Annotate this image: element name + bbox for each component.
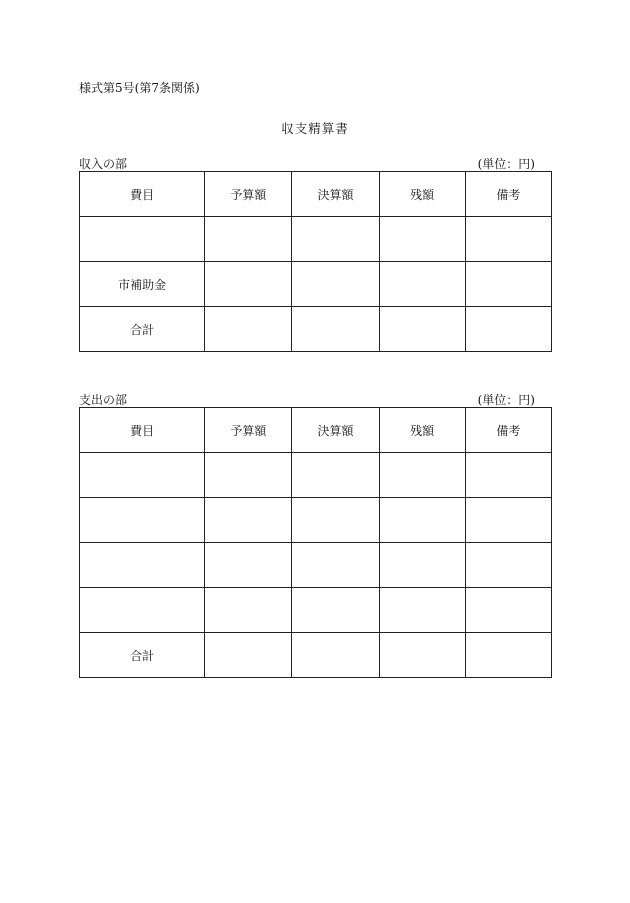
expense-row xyxy=(80,453,552,498)
expense-cell-budget[interactable] xyxy=(205,633,292,678)
expense-cell-budget[interactable] xyxy=(205,588,292,633)
income-cell-balance[interactable] xyxy=(379,217,465,262)
income-unit-label: (単位：円) xyxy=(477,157,535,171)
expense-cell-settlement[interactable] xyxy=(292,453,379,498)
expense-cell-settlement[interactable] xyxy=(292,543,379,588)
form-number: 様式第5号(第7条関係) xyxy=(79,81,200,95)
income-table xyxy=(79,171,552,352)
expense-cell-budget[interactable] xyxy=(205,543,292,588)
expense-cell-balance[interactable] xyxy=(379,633,465,678)
expense-cell-settlement[interactable] xyxy=(292,588,379,633)
expense-total-row xyxy=(80,633,552,678)
expense-cell-balance[interactable] xyxy=(379,453,465,498)
income-cell-settlement[interactable] xyxy=(292,307,379,352)
income-cell-budget[interactable] xyxy=(205,217,292,262)
income-row xyxy=(80,262,552,307)
expense-section-label: 支出の部 xyxy=(79,393,128,407)
expense-header-remarks: 備考 xyxy=(465,408,551,453)
income-cell-remarks[interactable] xyxy=(465,307,551,352)
income-cell-item: 市補助金 xyxy=(80,262,205,307)
income-cell-settlement[interactable] xyxy=(292,262,379,307)
income-cell-balance[interactable] xyxy=(379,307,465,352)
expense-cell-remarks[interactable] xyxy=(465,633,551,678)
expense-header-settlement: 決算額 xyxy=(292,408,379,453)
expense-cell-remarks[interactable] xyxy=(465,588,551,633)
income-cell-settlement[interactable] xyxy=(292,217,379,262)
income-header-remarks: 備考 xyxy=(465,172,551,217)
income-cell-item[interactable] xyxy=(80,217,205,262)
expense-cell-item: 合計 xyxy=(80,633,205,678)
income-cell-item: 合計 xyxy=(80,307,205,352)
expense-table xyxy=(79,407,552,678)
expense-header-item: 費目 xyxy=(80,408,205,453)
expense-cell-budget[interactable] xyxy=(205,498,292,543)
income-header-balance: 残額 xyxy=(379,172,465,217)
expense-cell-budget[interactable] xyxy=(205,453,292,498)
income-row xyxy=(80,217,552,262)
expense-cell-settlement[interactable] xyxy=(292,633,379,678)
expense-cell-settlement[interactable] xyxy=(292,498,379,543)
expense-cell-remarks[interactable] xyxy=(465,498,551,543)
expense-row xyxy=(80,543,552,588)
expense-unit-label: (単位：円) xyxy=(477,393,535,407)
income-header-item: 費目 xyxy=(80,172,205,217)
expense-cell-item[interactable] xyxy=(80,543,205,588)
expense-cell-remarks[interactable] xyxy=(465,453,551,498)
expense-header-row xyxy=(80,408,552,453)
income-section-label: 収入の部 xyxy=(79,157,128,171)
expense-cell-balance[interactable] xyxy=(379,588,465,633)
income-cell-balance[interactable] xyxy=(379,262,465,307)
income-cell-budget[interactable] xyxy=(205,307,292,352)
expense-header-budget: 予算額 xyxy=(205,408,292,453)
income-header-settlement: 決算額 xyxy=(292,172,379,217)
expense-cell-item[interactable] xyxy=(80,453,205,498)
expense-cell-item[interactable] xyxy=(80,498,205,543)
expense-cell-balance[interactable] xyxy=(379,543,465,588)
expense-cell-balance[interactable] xyxy=(379,498,465,543)
expense-row xyxy=(80,498,552,543)
expense-row xyxy=(80,588,552,633)
expense-header-balance: 残額 xyxy=(379,408,465,453)
income-header-row xyxy=(80,172,552,217)
income-total-row xyxy=(80,307,552,352)
income-header-budget: 予算額 xyxy=(205,172,292,217)
expense-cell-remarks[interactable] xyxy=(465,543,551,588)
document-title: 収支精算書 xyxy=(281,121,349,136)
income-cell-budget[interactable] xyxy=(205,262,292,307)
income-cell-remarks[interactable] xyxy=(465,262,551,307)
expense-cell-item[interactable] xyxy=(80,588,205,633)
income-cell-remarks[interactable] xyxy=(465,217,551,262)
